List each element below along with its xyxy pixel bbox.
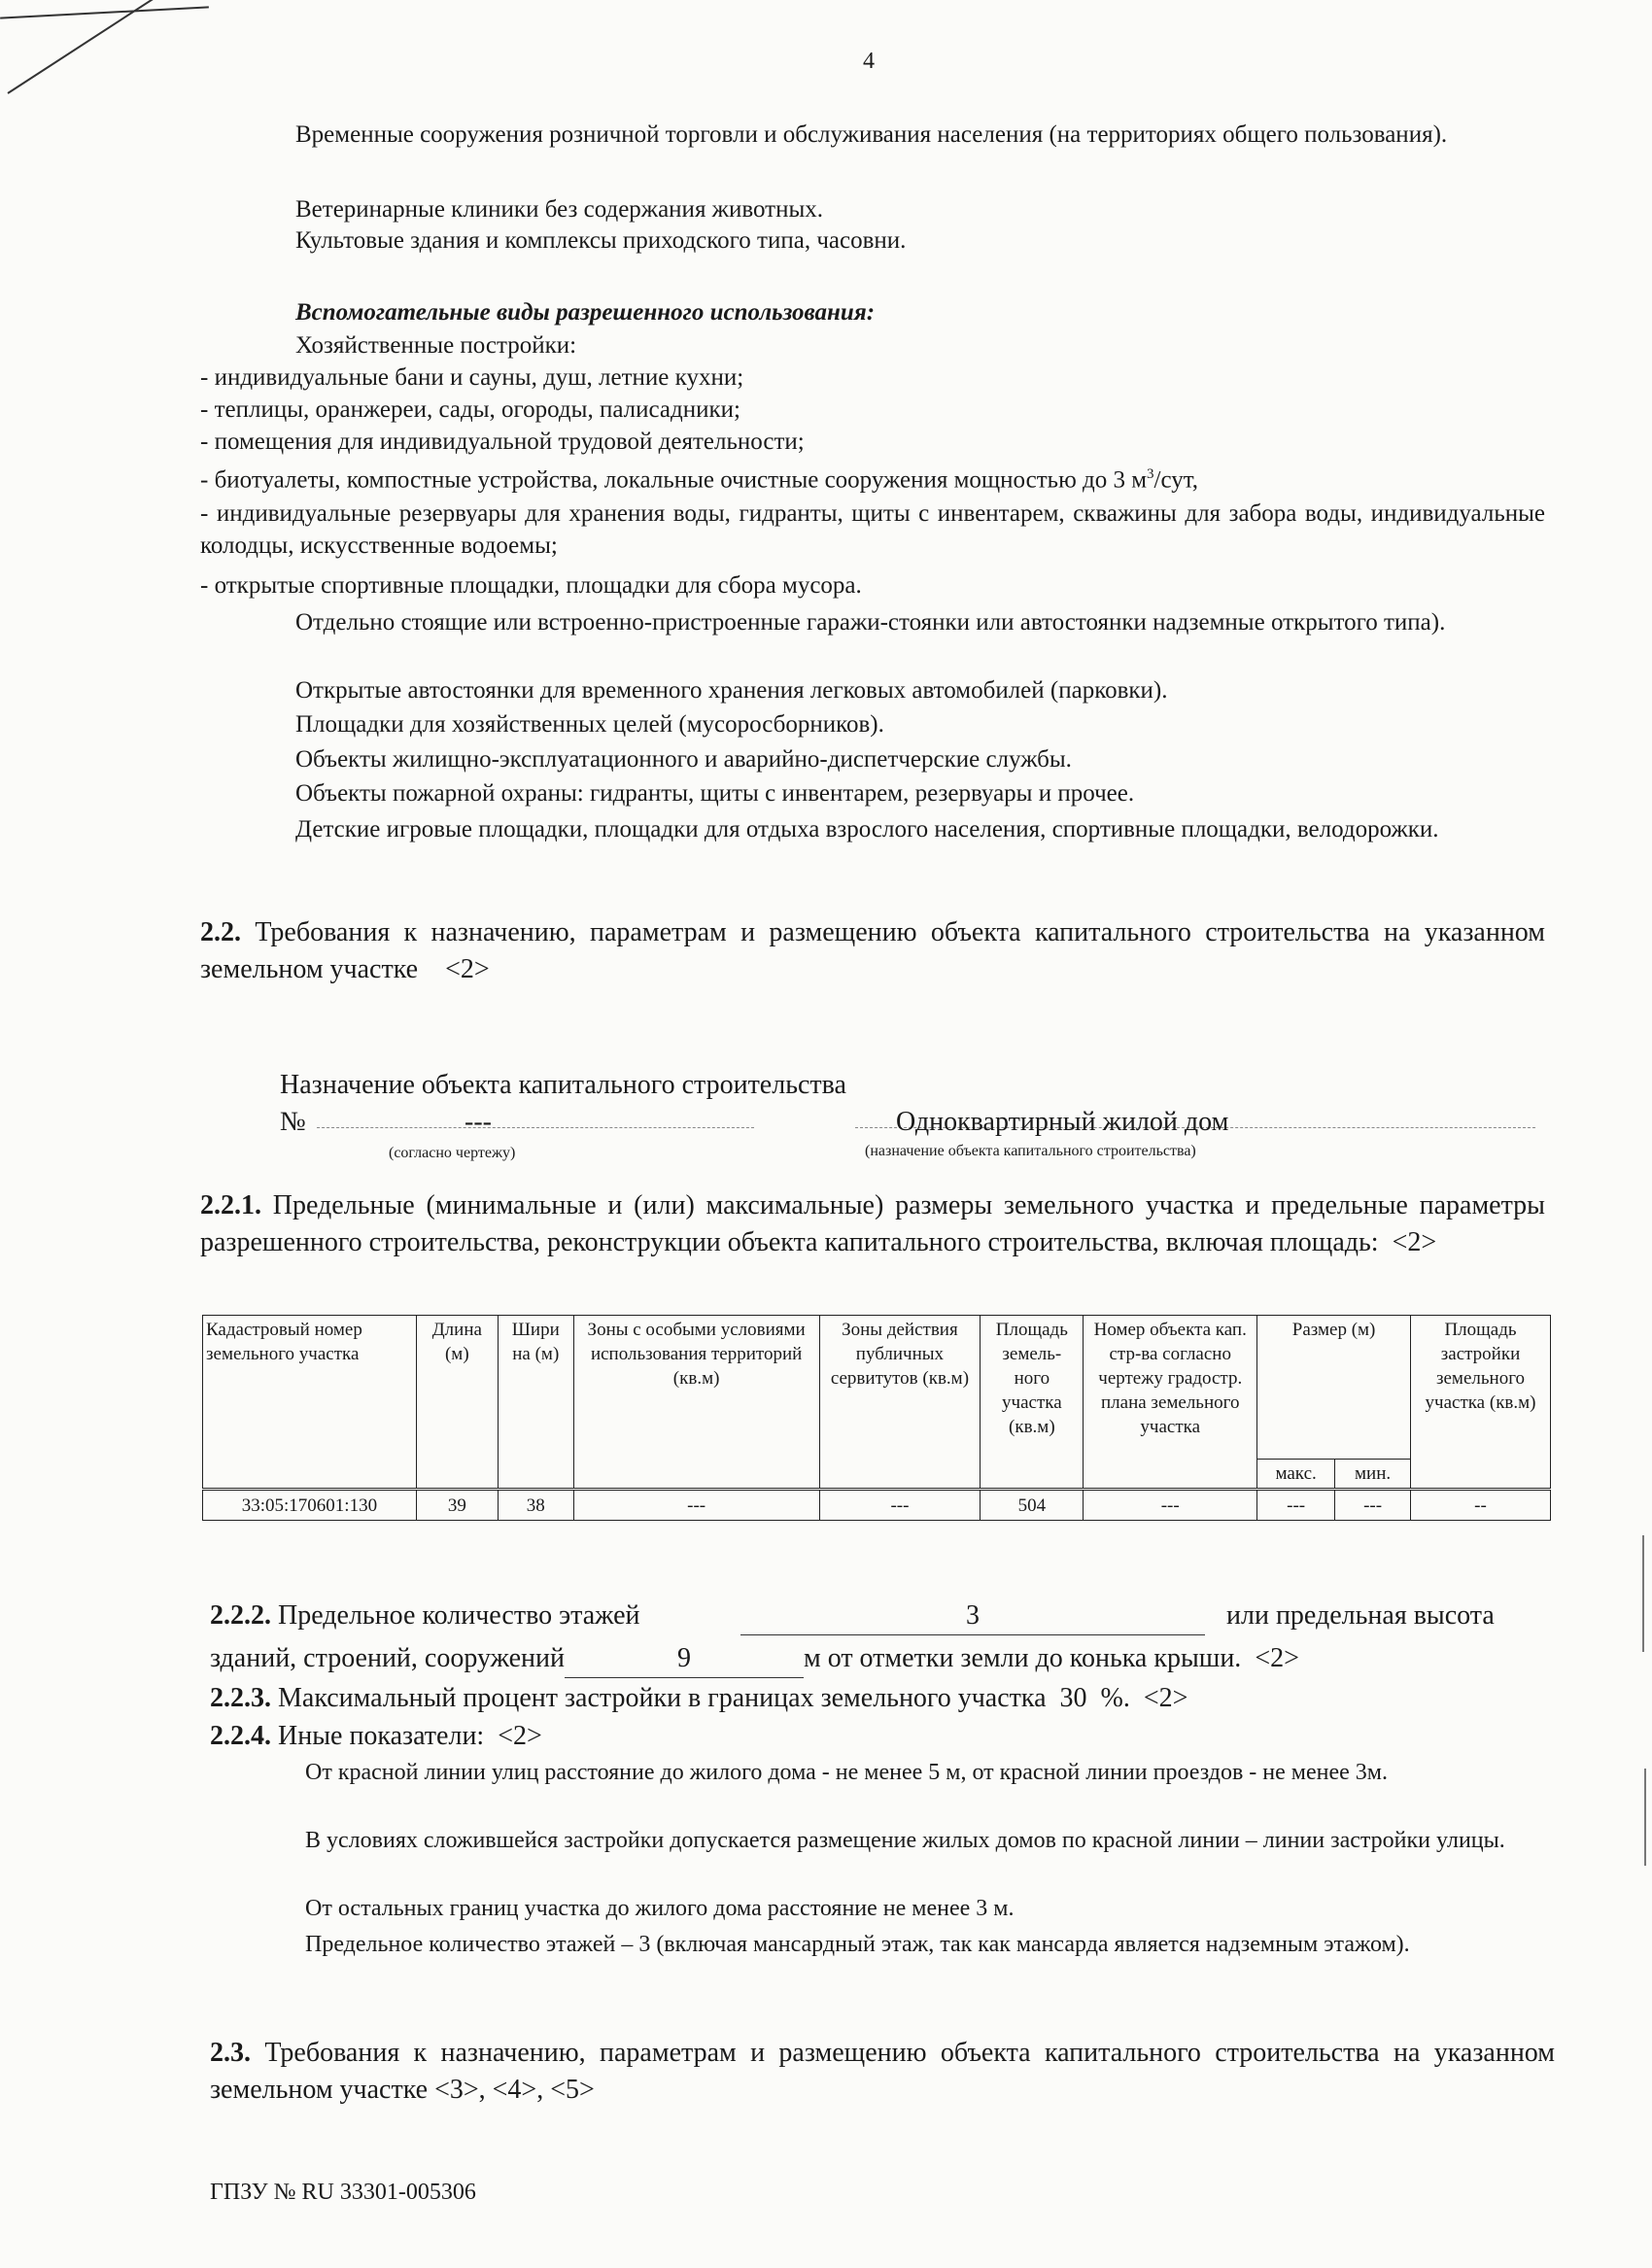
header-size: Размер (м) (1257, 1316, 1411, 1460)
table-row (203, 1490, 1551, 1521)
aux-paragraph: Открытые автостоянки для временного хранения легковых автомобилей (парковки). (295, 677, 1168, 704)
header-zones-servitude: Зоны действия публичных сервитутов (кв.м) (819, 1316, 981, 1490)
header-area: Площадь земель- ного участка (кв.м) (981, 1316, 1084, 1490)
aux-list-item: - индивидуальные бани и сауны, душ, летние кухни; (200, 364, 744, 391)
cell-built-area: -- (1411, 1490, 1551, 1521)
header-size-max: макс. (1257, 1460, 1335, 1490)
section-2-2-1: 2.2.1. Предельные (минимальные и (или) максимальные) размеры земельного участка и предельные параметры разрешенного строительства, реконструкции объекта капитального строительства, включая площадь: <2> (200, 1190, 1545, 1257)
header-size-min: мин. (1335, 1460, 1411, 1490)
header-cadastral: Кадастровый номер земельного участка (203, 1316, 417, 1490)
aux-list-item: - открытые спортивные площадки, площадки для сбора мусора. (200, 572, 862, 599)
header-zones-special: Зоны с особыми условиями использования территорий (кв.м) (573, 1316, 819, 1490)
header-length: Длина (м) (416, 1316, 498, 1490)
cell-zones-special: --- (573, 1490, 819, 1521)
aux-list-item: - теплицы, оранжереи, сады, огороды, палисадники; (200, 396, 740, 423)
purpose-number-caption: (согласно чертежу) (389, 1145, 516, 1161)
section-2-2-3: 2.2.3. Максимальный процент застройки в границах земельного участка 30 %. <2> (210, 1683, 1188, 1713)
cell-zones-servitude: --- (819, 1490, 981, 1521)
scan-artifact-edge (1642, 1535, 1644, 1652)
other-indicators-paragraph: В условиях сложившейся застройки допускается размещение жилых домов по красной линии – линии застройки улицы. (305, 1828, 1505, 1853)
land-parameters-table (202, 1315, 1551, 1521)
aux-paragraph: Детские игровые площадки, площадки для отдыха взрослого населения, спортивные площадки, велодорожки. (295, 816, 1439, 842)
cell-area: 504 (981, 1490, 1084, 1521)
purpose-number-label: № (280, 1107, 306, 1137)
other-indicators-paragraph: От красной линии улиц расстояние до жилого дома - не менее 5 м, от красной линии проездов - не менее 3м. (305, 1760, 1388, 1785)
cell-cadastral: 33:05:170601:130 (203, 1490, 417, 1521)
scan-artifact-edge (1644, 1769, 1646, 1866)
header-object-number: Номер объекта кап. стр-ва согласно чертежу градостр. плана земельного участка (1084, 1316, 1257, 1490)
purpose-value: Одноквартирный жилой дом (896, 1107, 1229, 1137)
aux-heading: Вспомогательные виды разрешенного использования: (295, 299, 876, 326)
footer-document-number: ГПЗУ № RU 33301-005306 (210, 2180, 476, 2205)
cell-length: 39 (416, 1490, 498, 1521)
section-2-2-4: 2.2.4. Иные показатели: <2> (210, 1721, 542, 1751)
cell-size-max: --- (1257, 1490, 1335, 1521)
other-indicators-paragraph: Предельное количество этажей – 3 (включая мансардный этаж, так как мансарда является надземным этажом). (305, 1932, 1410, 1957)
section-2-2: 2.2. Требования к назначению, параметрам и размещению объекта капитального строительства на указанном земельном участке <2> (200, 917, 1545, 984)
header-built-area: Площадь застройки земельного участка (кв.м) (1411, 1316, 1551, 1490)
intro-paragraph: Ветеринарные клиники без содержания животных. (295, 196, 823, 223)
purpose-title: Назначение объекта капитального строительства (280, 1070, 846, 1100)
intro-paragraph: Культовые здания и комплексы приходского типа, часовни. (295, 227, 907, 254)
scan-artifact-line (0, 6, 209, 18)
aux-paragraph: Площадки для хозяйственных целей (мусоросборников). (295, 711, 884, 738)
cell-size-min: --- (1335, 1490, 1411, 1521)
page-number: 4 (863, 49, 875, 74)
aux-list-item-biotoilets: - биотуалеты, компостные устройства, локальные очистные сооружения мощностью до 3 $м^3$/сут, (200, 466, 1199, 494)
aux-paragraph: Объекты жилищно-эксплуатационного и аварийно-диспетчерские службы. (295, 746, 1072, 773)
purpose-number-value: --- (465, 1107, 492, 1137)
aux-list-item: - индивидуальные резервуары для хранения воды, гидранты, щиты с инвентарем, скважины для забора воды, индивидуальные колодцы, искусственные водоемы; (200, 500, 1545, 559)
section-2-3: 2.3. Требования к назначению, параметрам и размещению объекта капитального строительства на указанном земельном участке <3>, <4>, <5> (210, 2038, 1555, 2105)
purpose-number-line (317, 1127, 754, 1128)
intro-paragraph: Временные сооружения розничной торговли и обслуживания населения (на территориях общего пользования). (295, 121, 1448, 148)
cell-width: 38 (498, 1490, 573, 1521)
max-floors-value: 3 (740, 1598, 1205, 1635)
aux-subheading: Хозяйственные постройки: (295, 332, 577, 359)
table-header-row (203, 1316, 1551, 1460)
cell-object-number: --- (1084, 1490, 1257, 1521)
section-2-2-2-line2: зданий, строений, сооружений 9 м от отметки земли до конька крыши. <2> (210, 1640, 1299, 1678)
aux-paragraph: Объекты пожарной охраны: гидранты, щиты с инвентарем, резервуары и прочее. (295, 780, 1135, 807)
section-2-2-2-line1: 2.2.2. Предельное количество этажей (210, 1600, 640, 1631)
aux-list-item: - помещения для индивидуальной трудовой деятельности; (200, 429, 805, 455)
other-indicators-paragraph: От остальных границ участка до жилого дома расстояние не менее 3 м. (305, 1896, 1015, 1921)
aux-paragraph: Отдельно стоящие или встроенно-пристроенные гаражи-стоянки или автостоянки надземные открытого типа). (295, 609, 1446, 636)
section-2-2-2-alt: или предельная высота (1226, 1600, 1495, 1631)
header-width: Шири на (м) (498, 1316, 573, 1490)
purpose-value-caption: (назначение объекта капитального строительства) (865, 1143, 1196, 1159)
